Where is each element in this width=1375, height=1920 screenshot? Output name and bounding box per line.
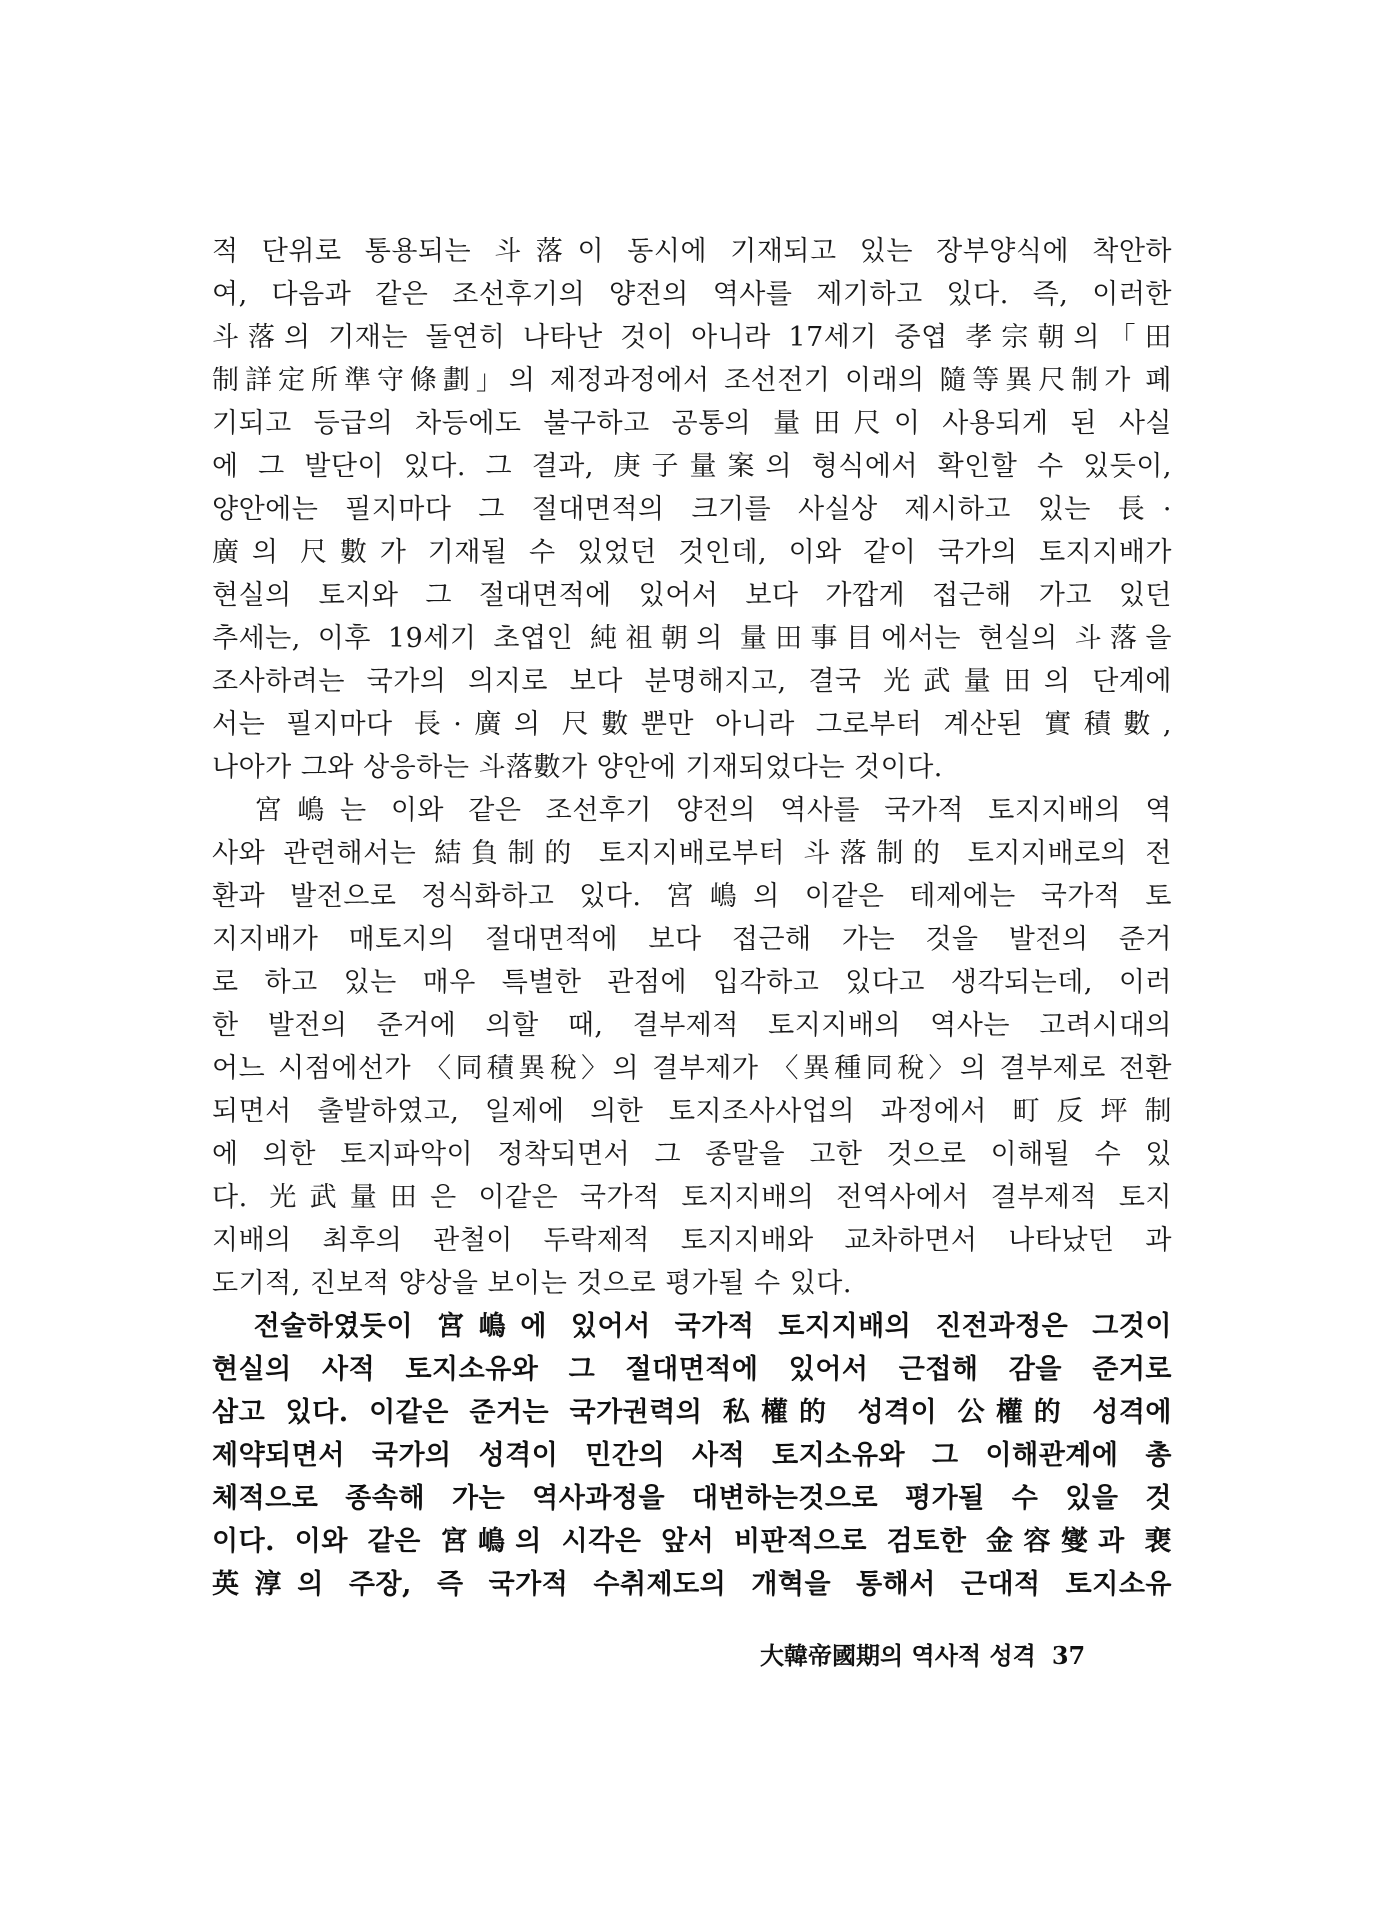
text-line: 제약되면서 국가의 성격이 민간의 사적 토지소유와 그 이해관계에 총 [212,1440,1172,1471]
running-title: 大韓帝國期의 역사적 성격 [760,1641,1036,1670]
text-line: 다. 光武量田은 이같은 국가적 토지지배의 전역사에서 결부제적 토지 [212,1182,1172,1213]
body-text [212,230,1172,1606]
text-line: 이다. 이와 같은 宮嶋의 시각은 앞서 비판적으로 검토한 金容燮과 裵 [212,1526,1172,1557]
text-line: 현실의 토지와 그 절대면적에 있어서 보다 가깝게 접근해 가고 있던 [212,580,1172,611]
text-line: 되면서 출발하였고, 일제에 의한 토지조사사업의 과정에서 町反坪制 [212,1096,1172,1127]
paragraph-end-line: 도기적, 진보적 양상을 보이는 것으로 평가될 수 있다. [212,1268,852,1299]
text-line: 英淳의 주장, 즉 국가적 수취제도의 개혁을 통해서 근대적 토지소유 [212,1569,1172,1600]
text-line: 지배의 최후의 관철이 두락제적 토지지배와 교차하면서 나타났던 과 [212,1225,1172,1256]
paragraph-end-line: 나아가 그와 상응하는 斗落數가 양안에 기재되었다는 것이다. [212,752,943,783]
text-line: 制詳定所準守條劃」의 제정과정에서 조선전기 이래의 隨等異尺制가 폐 [212,365,1172,396]
text-line: 현실의 사적 토지소유와 그 절대면적에 있어서 근접해 감을 준거로 [212,1354,1172,1385]
text-line: 삼고 있다. 이같은 준거는 국가권력의 私權的 성격이 公權的 성격에 [212,1397,1172,1428]
text-line: 어느 시점에선가 〈同積異稅〉의 결부제가 〈異種同稅〉의 결부제로 전환 [212,1053,1172,1084]
text-line: 여, 다음과 같은 조선후기의 양전의 역사를 제기하고 있다. 즉, 이러한 [212,279,1172,310]
text-line: 에 그 발단이 있다. 그 결과, 庚子量案의 형식에서 확인할 수 있듯이, [212,451,1172,482]
text-line: 전술하였듯이 宮嶋에 있어서 국가적 토지지배의 진전과정은 그것이 [212,1311,1172,1342]
text-line: 서는 필지마다 長·廣의 尺數뿐만 아니라 그로부터 계산된 實積數, [212,709,1172,740]
text-line: 추세는, 이후 19세기 초엽인 純祖朝의 量田事目에서는 현실의 斗落을 [212,623,1172,654]
text-line: 로 하고 있는 매우 특별한 관점에 입각하고 있다고 생각되는데, 이러 [212,967,1172,998]
text-line: 宮嶋는 이와 같은 조선후기 양전의 역사를 국가적 토지지배의 역 [212,795,1172,826]
text-line: 사와 관련해서는 結負制的 토지지배로부터 斗落制的 토지지배로의 전 [212,838,1172,869]
text-line: 적 단위로 통용되는 斗落이 동시에 기재되고 있는 장부양식에 착안하 [212,236,1172,267]
page-footer [760,1636,1180,1676]
page-number: 37 [1051,1641,1086,1670]
text-line: 에 의한 토지파악이 정착되면서 그 종말을 고한 것으로 이해될 수 있 [212,1139,1172,1170]
text-line: 斗落의 기재는 돌연히 나타난 것이 아니라 17세기 중엽 孝宗朝의「田 [212,322,1172,353]
text-line: 체적으로 종속해 가는 역사과정을 대변하는것으로 평가될 수 있을 것 [212,1483,1172,1514]
text-line: 기되고 등급의 차등에도 불구하고 공통의 量田尺이 사용되게 된 사실 [212,408,1172,439]
text-line: 廣의 尺數가 기재될 수 있었던 것인데, 이와 같이 국가의 토지지배가 [212,537,1172,568]
text-line: 환과 발전으로 정식화하고 있다. 宮嶋의 이같은 테제에는 국가적 토 [212,881,1172,912]
text-line: 한 발전의 준거에 의할 때, 결부제적 토지지배의 역사는 고려시대의 [212,1010,1172,1041]
text-line: 조사하려는 국가의 의지로 보다 분명해지고, 결국 光武量田의 단계에 [212,666,1172,697]
text-line: 양안에는 필지마다 그 절대면적의 크기를 사실상 제시하고 있는 長· [212,494,1172,525]
text-line: 지지배가 매토지의 절대면적에 보다 접근해 가는 것을 발전의 준거 [212,924,1172,955]
